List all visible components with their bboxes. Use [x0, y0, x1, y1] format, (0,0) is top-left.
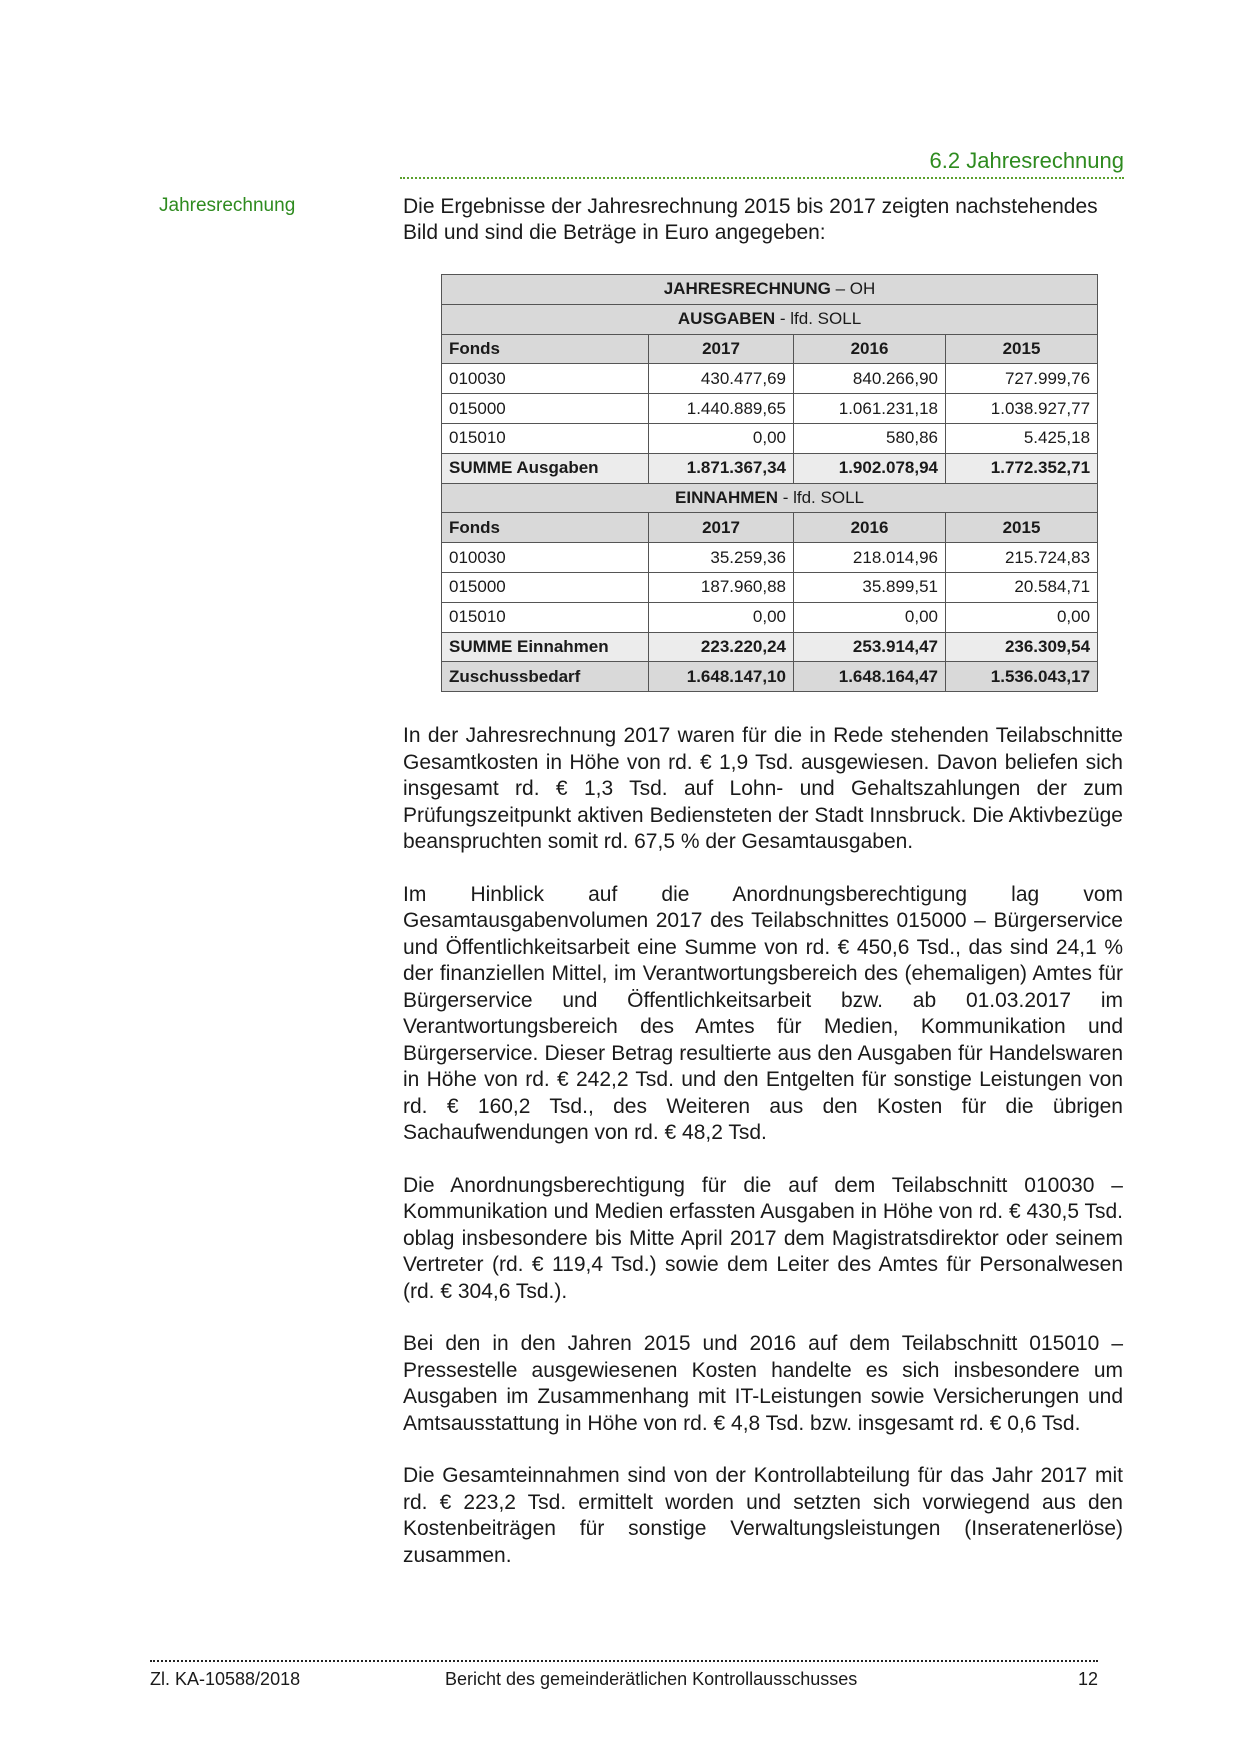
cell-value: 35.259,36 [649, 543, 794, 573]
cell-value: 1.648.147,10 [649, 662, 794, 692]
paragraph: Im Hinblick auf die Anordnungsberechtigung lag vom Gesamtausgabenvolumen 2017 des Teilabschnittes 015000 – Bürgerservice und Öffentlichkeitsarbeit eine Summe von rd. € 450,6 Tsd., das sind 24,1 % der finanziellen Mittel, im Verantwortungsbereich des (ehemaligen) Amtes für Bürgerservice und Öffentlichkeitsarbeit bzw. ab 01.03.2017 im Verantwortungsbereich des Amtes für Medien, Kommunikation und Bürgerservice. Dieser Betrag resultierte aus den Ausgaben für Handelswaren in Höhe von rd. € 242,2 Tsd. und den Entgelten für sonstige Leistungen von rd. € 160,2 Tsd., des Weiteren aus den Kosten für die übrigen Sachaufwendungen von rd. € 48,2 Tsd. [403, 882, 1123, 1144]
cell-value: 187.960,88 [649, 572, 794, 602]
paragraph: Bei den in den Jahren 2015 und 2016 auf dem Teilabschnitt 015010 – Pressestelle ausgewiesenen Kosten handelte es sich insbesondere um Ausgaben im Zusammenhang mit IT-Leistungen sowie Versicherungen und Amtsausstattung in Höhe von rd. € 4,8 Tsd. bzw. insgesamt rd. € 0,6 Tsd. [403, 1332, 1123, 1435]
cell-fonds: 015000 [442, 572, 649, 602]
cell-value: 0,00 [649, 602, 794, 632]
cell-value: 580,86 [794, 423, 946, 453]
cell-value: 1.440.889,65 [649, 394, 794, 424]
table-row [442, 364, 1098, 394]
table-row [442, 602, 1098, 632]
section-rule [400, 177, 1124, 179]
page-number: 12 [1078, 1669, 1099, 1689]
cell-fonds: 010030 [442, 364, 649, 394]
footer-reference: Zl. KA-10588/2018 [150, 1669, 301, 1689]
cell-value: 840.266,90 [794, 364, 946, 394]
cell-fonds: 015010 [442, 602, 649, 632]
cell-value: 430.477,69 [649, 364, 794, 394]
cell-value: 0,00 [794, 602, 946, 632]
cell-value: 1.536.043,17 [946, 662, 1098, 692]
column-header-row [442, 513, 1098, 543]
cell-value: 215.724,83 [946, 543, 1098, 573]
cell-fonds: 015000 [442, 394, 649, 424]
cell-value: 5.425,18 [946, 423, 1098, 453]
cell-value: 1.061.231,18 [794, 394, 946, 424]
section-title: 6.2 Jahresrechnung [929, 148, 1124, 173]
cell-fonds: 010030 [442, 543, 649, 573]
table-row [442, 572, 1098, 602]
col-2015: 2015 [946, 513, 1098, 543]
table-row [442, 543, 1098, 573]
ausgaben-header: AUSGABEN - lfd. SOLL [442, 304, 1098, 334]
margin-note: Jahresrechnung [159, 195, 296, 216]
column-header-row [442, 334, 1098, 364]
cell-value: 223.220,24 [649, 632, 794, 662]
summe-einnahmen-row [442, 632, 1098, 662]
cell-value: 0,00 [946, 602, 1098, 632]
paragraph: Die Gesamteinnahmen sind von der Kontrollabteilung für das Jahr 2017 mit rd. € 223,2 Tsd. ermittelt worden und setzten sich vorwiegend aus den Kostenbeiträgen für sonstige Verwaltungsleistungen (Inseratenerlöse) zusammen. [403, 1464, 1123, 1567]
col-2017: 2017 [649, 513, 794, 543]
body-text [403, 723, 1123, 1595]
table-row [442, 394, 1098, 424]
cell-value: 1.871.367,34 [649, 453, 794, 483]
cell-value: 1.772.352,71 [946, 453, 1098, 483]
paragraph: Die Anordnungsberechtigung für die auf dem Teilabschnitt 010030 – Kommunikation und Medien erfassten Ausgaben in Höhe von rd. € 430,5 Tsd. oblag insbesondere bis Mitte April 2017 dem Magistratsdirektor oder seinem Vertreter (rd. € 119,4 Tsd.) sowie dem Leiter des Amtes für Personalwesen (rd. € 304,6 Tsd.). [403, 1173, 1123, 1303]
cell-value: 1.902.078,94 [794, 453, 946, 483]
col-2017: 2017 [649, 334, 794, 364]
cell-label: Zuschussbedarf [442, 662, 649, 692]
ausgaben-header-row [442, 304, 1098, 334]
einnahmen-header-row [442, 483, 1098, 513]
table-row [442, 423, 1098, 453]
cell-label: SUMME Ausgaben [442, 453, 649, 483]
cell-fonds: 015010 [442, 423, 649, 453]
footer-title: Bericht des gemeinderätlichen Kontrollausschusses [445, 1669, 858, 1689]
col-2016: 2016 [794, 513, 946, 543]
cell-value: 1.038.927,77 [946, 394, 1098, 424]
einnahmen-header: EINNAHMEN - lfd. SOLL [442, 483, 1098, 513]
cell-value: 20.584,71 [946, 572, 1098, 602]
cell-value: 1.648.164,47 [794, 662, 946, 692]
table-title: JAHRESRECHNUNG – OH [442, 275, 1098, 305]
paragraph: In der Jahresrechnung 2017 waren für die in Rede stehenden Teilabschnitte Gesamtkosten in Höhe von rd. € 1,9 Tsd. ausgewiesen. Davon beliefen sich insgesamt rd. € 1,3 Tsd. auf Lohn- und Gehaltszahlungen der zum Prüfungszeitpunkt aktiven Bediensteten der Stadt Innsbruck. Die Aktivbezüge beanspruchten somit rd. 67,5 % der Gesamtausgaben. [403, 724, 1123, 853]
footer-rule [150, 1660, 1098, 1662]
jahresrechnung-table [441, 274, 1098, 692]
col-fonds: Fonds [442, 334, 649, 364]
col-2016: 2016 [794, 334, 946, 364]
intro-text: Die Ergebnisse der Jahresrechnung 2015 bis 2017 zeigten nachstehendes Bild und sind die Beträge in Euro angegeben: [403, 195, 1098, 244]
cell-value: 0,00 [649, 423, 794, 453]
col-2015: 2015 [946, 334, 1098, 364]
cell-value: 727.999,76 [946, 364, 1098, 394]
cell-value: 218.014,96 [794, 543, 946, 573]
table-title-row [442, 275, 1098, 305]
zuschussbedarf-row [442, 662, 1098, 692]
cell-value: 236.309,54 [946, 632, 1098, 662]
summe-ausgaben-row [442, 453, 1098, 483]
cell-value: 253.914,47 [794, 632, 946, 662]
cell-label: SUMME Einnahmen [442, 632, 649, 662]
cell-value: 35.899,51 [794, 572, 946, 602]
col-fonds: Fonds [442, 513, 649, 543]
